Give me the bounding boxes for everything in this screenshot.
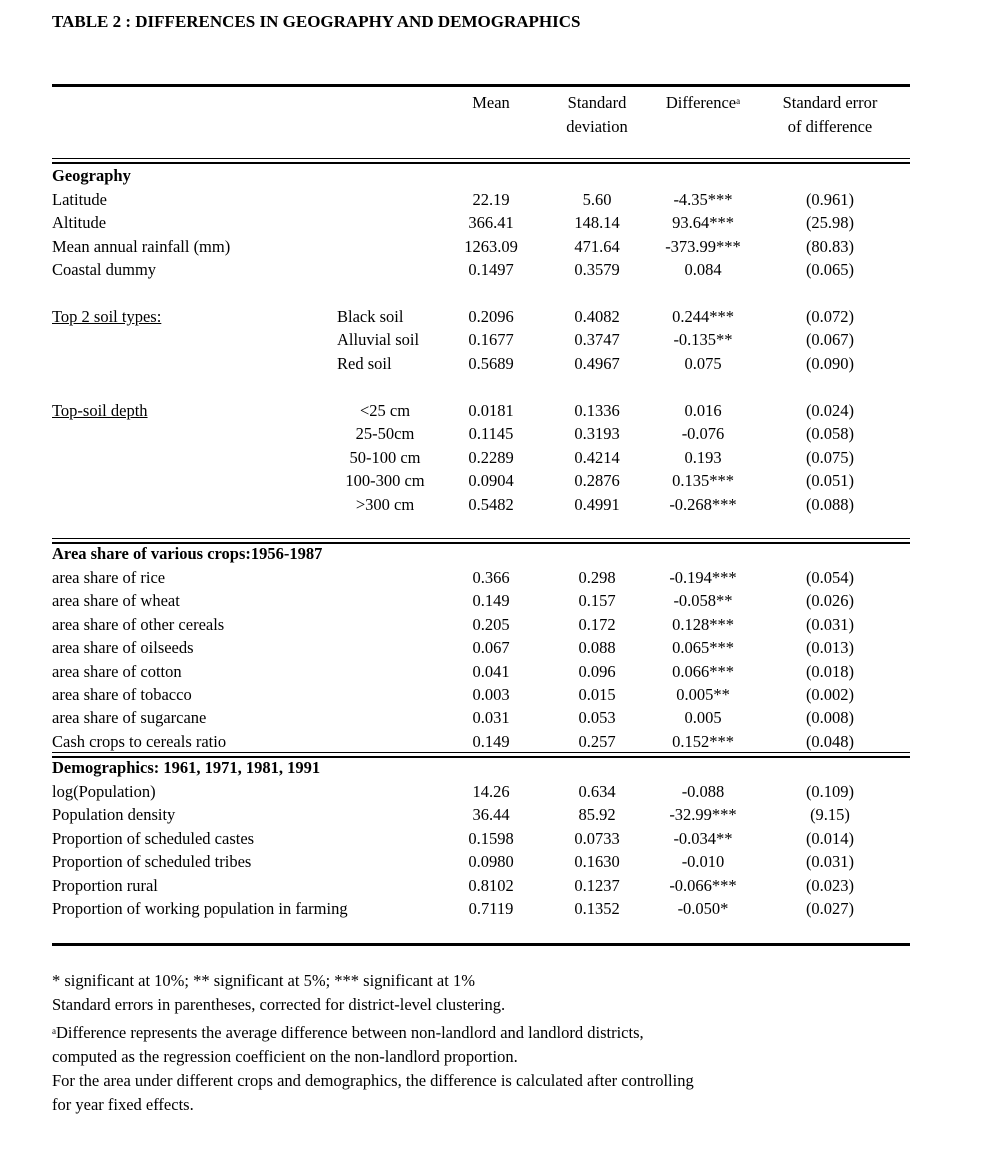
demographics-row-label: log(Population) <box>52 782 156 801</box>
demographics-row-label: Proportion of scheduled tribes <box>52 852 252 872</box>
header-difference <box>653 91 753 115</box>
demographics-row-sd: 0.634 <box>578 782 616 801</box>
depth-heading: Top-soil depth <box>52 401 148 420</box>
depth-row-sd: 0.2876 <box>574 471 620 491</box>
crops-row-difference: 0.152*** <box>672 731 734 751</box>
crops-row-sd: 0.096 <box>578 661 616 681</box>
depth-row-mean: 0.5482 <box>468 494 514 514</box>
geography-row-difference: 93.64*** <box>672 213 734 233</box>
demographics-row-sd: 0.1352 <box>574 899 620 918</box>
demographics-row-difference: -32.99*** <box>669 805 737 825</box>
crops-row-sd: 0.172 <box>578 614 616 634</box>
crops-heading: Area share of various crops:1956-1987 <box>52 544 323 563</box>
header-difference-label: Difference <box>665 93 737 112</box>
crops-rule-1 <box>52 538 910 539</box>
crops-row-label: area share of sugarcane <box>52 708 207 728</box>
crops-row-label: area share of wheat <box>52 591 180 611</box>
bottom-rule <box>52 943 910 946</box>
crops-row-label: Cash crops to cereals ratio <box>52 731 227 751</box>
soil-row-se: (0.072) <box>805 307 855 326</box>
top-rule <box>52 84 910 87</box>
crops-row-label: area share of other cereals <box>52 614 225 634</box>
depth-row-se: (0.051) <box>805 471 855 491</box>
note-difference-text: Difference represents the average difference between non-landlord and landlord districts, <box>56 1023 644 1042</box>
demographics-row-label: Proportion rural <box>52 875 158 895</box>
geography-row-difference: -4.35*** <box>673 190 733 209</box>
soil-row-mean: 0.2096 <box>468 307 514 326</box>
geography-row-sd: 5.60 <box>582 190 612 209</box>
depth-row-mean: 0.1145 <box>468 424 514 444</box>
geography-row-difference: 0.084 <box>684 260 722 280</box>
geography-row-difference: -373.99*** <box>665 236 741 256</box>
crops-row-mean: 0.366 <box>472 568 510 587</box>
depth-row-sd: 0.1336 <box>574 401 620 420</box>
crops-row-difference: -0.194*** <box>669 568 737 587</box>
crops-row-label: area share of oilseeds <box>52 638 194 658</box>
demographics-row-sd: 0.1237 <box>574 875 620 895</box>
depth-row-label: >300 cm <box>355 494 415 514</box>
crops-row-label: area share of rice <box>52 568 166 587</box>
crops-row-mean: 0.041 <box>472 661 510 681</box>
demo-rule-1 <box>52 752 910 753</box>
depth-row-se: (0.088) <box>805 494 855 514</box>
note-standard-errors: Standard errors in parentheses, corrected for district-level clustering. <box>52 995 506 1014</box>
header-se-line2: of difference <box>787 117 873 136</box>
demographics-row-se: (0.109) <box>805 782 855 801</box>
crops-row-mean: 0.031 <box>472 708 510 728</box>
depth-row-se: (0.058) <box>805 424 855 444</box>
depth-row-difference: 0.135*** <box>672 471 734 491</box>
soil-row-mean: 0.1677 <box>468 330 514 350</box>
crops-row-label: area share of tobacco <box>52 685 192 704</box>
crops-row-sd: 0.157 <box>578 591 616 611</box>
geography-row-mean: 0.1497 <box>468 260 514 280</box>
geography-row-sd: 471.64 <box>574 236 620 256</box>
depth-row-sd: 0.4214 <box>574 447 620 467</box>
crops-row-se: (0.002) <box>805 685 855 704</box>
demographics-row-se: (9.15) <box>810 805 850 825</box>
header-mean: Mean <box>472 93 510 112</box>
demographics-row-mean: 0.0980 <box>468 852 514 872</box>
geography-row-label: Mean annual rainfall (mm) <box>52 236 231 256</box>
geography-row-se: (80.83) <box>805 236 855 256</box>
depth-row-mean: 0.2289 <box>468 447 514 467</box>
demographics-row-sd: 0.1630 <box>574 852 620 872</box>
crops-row-se: (0.031) <box>805 614 855 634</box>
soil-row-difference: -0.135** <box>673 330 733 350</box>
depth-row-label: 25-50cm <box>355 424 415 444</box>
crops-row-sd: 0.053 <box>578 708 616 728</box>
crops-row-se: (0.054) <box>805 568 855 587</box>
depth-row-difference: 0.016 <box>684 401 722 420</box>
table-title: TABLE 2 : DIFFERENCES IN GEOGRAPHY AND DEMOGRAPHICS <box>52 12 581 31</box>
soil-row-mean: 0.5689 <box>468 353 514 373</box>
geography-row-label: Altitude <box>52 213 107 233</box>
geography-row-se: (0.961) <box>805 190 855 209</box>
depth-row-se: (0.024) <box>805 401 855 420</box>
demographics-row-mean: 0.8102 <box>468 875 514 895</box>
depth-row-label: 50-100 cm <box>349 447 421 467</box>
demographics-row-label: Proportion of scheduled castes <box>52 828 255 848</box>
geography-heading: Geography <box>52 166 131 185</box>
soil-row-difference: 0.075 <box>684 353 722 373</box>
demographics-row-sd: 0.0733 <box>574 828 620 848</box>
note-fixed-effects: for year fixed effects. <box>52 1095 194 1114</box>
crops-row-difference: 0.128*** <box>672 614 734 634</box>
note-regression: computed as the regression coefficient on the non-landlord proportion. <box>52 1047 518 1066</box>
crops-row-difference: 0.005** <box>676 685 730 704</box>
crops-rule-2 <box>52 542 910 544</box>
header-se <box>770 91 890 139</box>
geography-row-se: (25.98) <box>805 213 855 233</box>
soil-row-label: Alluvial soil <box>337 330 420 350</box>
depth-row-mean: 0.0904 <box>468 471 514 491</box>
depth-row-label: <25 cm <box>359 401 411 420</box>
crops-row-se: (0.013) <box>805 638 855 658</box>
crops-row-difference: 0.065*** <box>672 638 734 658</box>
note-controls: For the area under different crops and demographics, the difference is calculated after controlling <box>52 1071 694 1090</box>
crops-row-sd: 0.298 <box>578 568 616 587</box>
header-rule-1 <box>52 158 910 159</box>
demographics-row-difference: -0.050* <box>677 899 729 918</box>
demographics-row-label: Proportion of working population in farming <box>52 899 348 918</box>
crops-row-sd: 0.015 <box>578 685 616 704</box>
note-difference-sup: a <box>52 1026 56 1036</box>
crops-row-mean: 0.205 <box>472 614 510 634</box>
crops-row-mean: 0.067 <box>472 638 510 658</box>
demographics-row-difference: -0.034** <box>673 828 733 848</box>
crops-row-label: area share of cotton <box>52 661 182 681</box>
demographics-row-se: (0.023) <box>805 875 855 895</box>
note-difference <box>52 1021 644 1046</box>
soil-row-se: (0.090) <box>805 353 855 373</box>
crops-row-mean: 0.149 <box>472 731 510 751</box>
crops-row-mean: 0.003 <box>472 685 510 704</box>
geography-row-sd: 0.3579 <box>574 260 620 280</box>
header-difference-sup: a <box>736 96 741 106</box>
soil-row-label: Red soil <box>337 353 392 373</box>
demo-rule-2 <box>52 756 910 758</box>
demographics-row-difference: -0.066*** <box>669 875 737 895</box>
soil-row-se: (0.067) <box>805 330 855 350</box>
geography-row-se: (0.065) <box>805 260 855 280</box>
geography-row-mean: 22.19 <box>472 190 510 209</box>
header-sd <box>547 91 647 139</box>
depth-row-se: (0.075) <box>805 447 855 467</box>
crops-row-se: (0.018) <box>805 661 855 681</box>
depth-row-label: 100-300 cm <box>345 471 425 491</box>
depth-row-difference: -0.076 <box>681 424 725 444</box>
depth-row-sd: 0.3193 <box>574 424 620 444</box>
demographics-row-sd: 85.92 <box>578 805 616 825</box>
header-sd-line1: Standard <box>567 93 627 112</box>
crops-row-sd: 0.257 <box>578 731 616 751</box>
depth-row-difference: -0.268*** <box>669 494 737 514</box>
demographics-row-difference: -0.088 <box>681 782 725 801</box>
crops-row-difference: -0.058** <box>673 591 733 611</box>
demographics-row-label: Population density <box>52 805 176 825</box>
depth-row-difference: 0.193 <box>684 447 722 467</box>
crops-row-se: (0.048) <box>805 731 855 751</box>
crops-row-mean: 0.149 <box>472 591 510 611</box>
geography-row-label: Coastal dummy <box>52 260 157 280</box>
geography-row-sd: 148.14 <box>574 213 620 233</box>
soil-row-sd: 0.3747 <box>574 330 620 350</box>
demographics-row-mean: 0.7119 <box>468 899 514 918</box>
geography-row-mean: 366.41 <box>468 213 514 233</box>
soil-row-sd: 0.4082 <box>574 307 620 326</box>
demographics-row-mean: 14.26 <box>472 782 510 801</box>
demographics-heading: Demographics: 1961, 1971, 1981, 1991 <box>52 758 321 777</box>
header-rule-2 <box>52 162 910 164</box>
soil-heading: Top 2 soil types: <box>52 307 162 326</box>
demographics-row-mean: 36.44 <box>472 805 510 825</box>
crops-row-se: (0.026) <box>805 591 855 611</box>
header-se-line1: Standard error <box>782 93 878 112</box>
geography-row-mean: 1263.09 <box>464 236 518 256</box>
soil-row-difference: 0.244*** <box>672 307 734 326</box>
crops-row-sd: 0.088 <box>578 638 616 658</box>
demographics-row-se: (0.014) <box>805 828 855 848</box>
demographics-row-se: (0.027) <box>805 899 855 918</box>
soil-row-sd: 0.4967 <box>574 353 620 373</box>
note-significance: * significant at 10%; ** significant at 5%; *** significant at 1% <box>52 971 475 990</box>
crops-row-se: (0.008) <box>805 708 855 728</box>
demographics-row-difference: -0.010 <box>681 852 725 872</box>
depth-row-sd: 0.4991 <box>574 494 620 514</box>
header-sd-line2: deviation <box>566 117 628 136</box>
crops-row-difference: 0.005 <box>684 708 722 728</box>
crops-row-difference: 0.066*** <box>672 661 734 681</box>
demographics-row-mean: 0.1598 <box>468 828 514 848</box>
geography-row-label: Latitude <box>52 190 107 209</box>
demographics-row-se: (0.031) <box>805 852 855 872</box>
depth-row-mean: 0.0181 <box>468 401 514 420</box>
soil-row-label: Black soil <box>337 307 404 326</box>
